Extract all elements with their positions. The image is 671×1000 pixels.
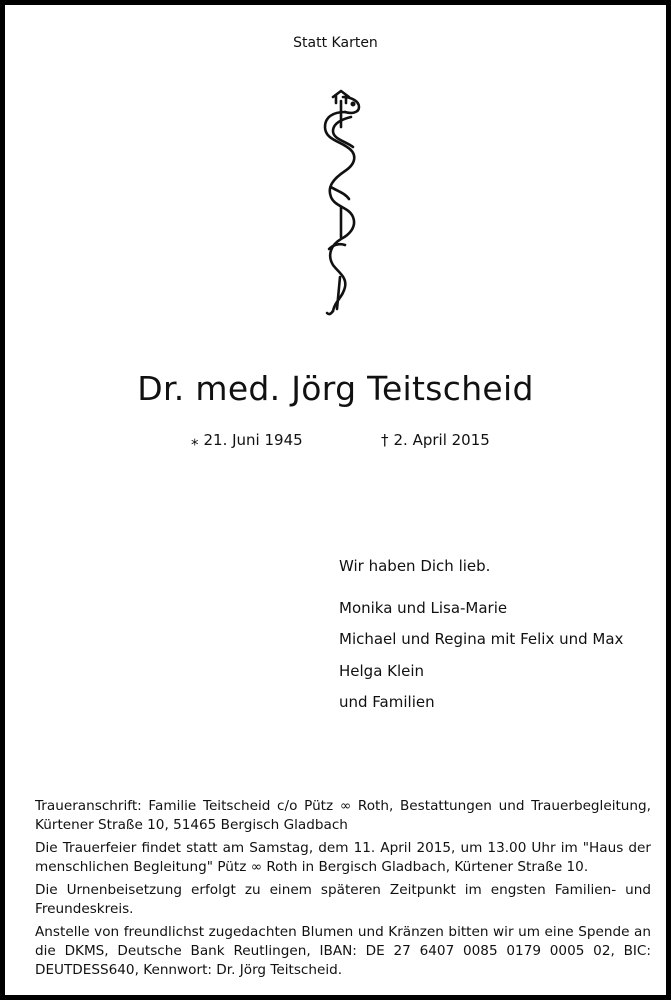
funeral-service-info: Die Trauerfeier findet statt am Samstag, dem 11. April 2015, um 13.00 Uhr im "Haus der menschlichen Begleitung" Pütz ∞ Roth in Bergisch Gladbach, Kürtener Straße 10. — [35, 840, 651, 875]
birth-date-line — [191, 431, 303, 449]
mourner-line: und Familien — [339, 693, 435, 711]
rod-of-asclepius-icon — [303, 87, 379, 317]
mourner-line: Michael und Regina mit Felix und Max — [339, 630, 624, 648]
death-date: 2. April 2015 — [393, 431, 490, 449]
death-date-line — [381, 431, 490, 449]
mourners-block — [339, 551, 623, 719]
donation-info: Anstelle von freundlichst zugedachten Blumen und Kränzen bitten wir um eine Spende an die DKMS, Deutsche Bank Reutlingen, IBAN: DE 27 6407 0085 0179 0005 02, BIC: DEUTDESS640, Kennwort: Dr. Jörg Teitscheid. — [35, 924, 651, 978]
funeral-info — [35, 797, 651, 984]
urn-burial-info: Die Urnenbeisetzung erfolgt zu einem späteren Zeitpunkt im engsten Familien- und Freundeskreis. — [35, 882, 651, 917]
cross-icon: † — [381, 431, 389, 449]
farewell-motto: Wir haben Dich lieb. — [339, 557, 491, 575]
mourner-line: Helga Klein — [339, 661, 425, 680]
header-text: Statt Karten — [293, 35, 378, 51]
mourning-address: Traueranschrift: Familie Teitscheid c/o Pütz ∞ Roth, Bestattungen und Trauerbegleitung, Kürtener Straße 10, 51465 Bergisch Gladbach — [35, 798, 651, 833]
deceased-name: Dr. med. Jörg Teitscheid — [137, 369, 534, 408]
birth-star-icon: ⁎ — [191, 431, 199, 449]
birth-date: 21. Juni 1945 — [203, 431, 303, 449]
mourner-line: Monika und Lisa-Marie — [339, 598, 508, 617]
